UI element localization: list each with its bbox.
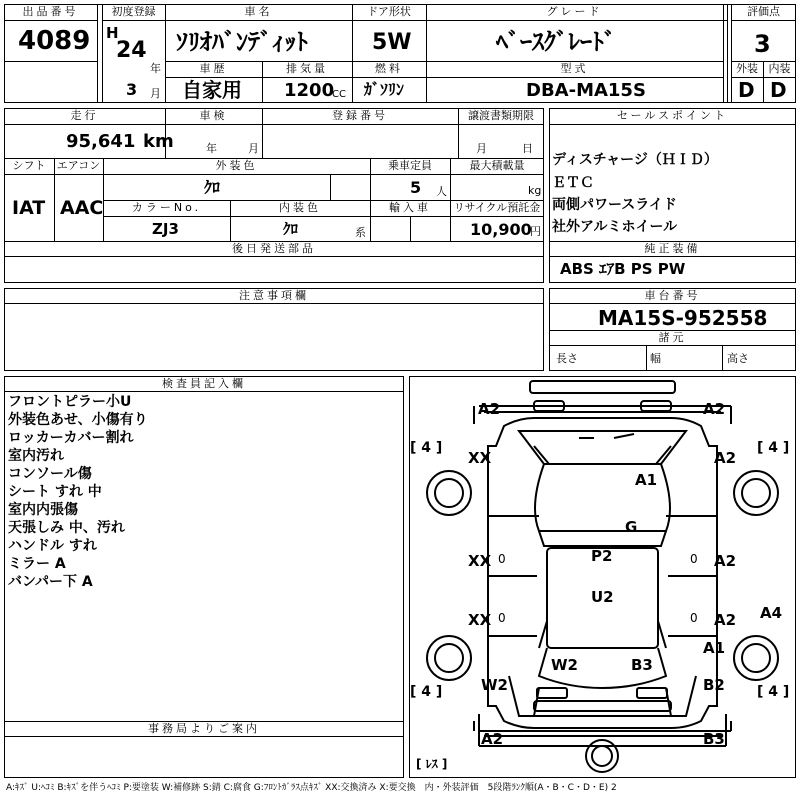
lot-number: 4089 [18,26,91,56]
capacity-label: 乗車定員 [388,159,432,172]
mark-fender-right: A2 [714,449,737,467]
inspector-line: フロントピラー小U [8,394,132,410]
ext-grade: D [738,78,755,102]
car-name-label: 車名 [244,5,273,18]
office-label: 事務局よりご案内 [148,722,260,735]
load-unit: kg [528,184,542,197]
inspector-line: ミラー A [8,556,66,572]
inspector-notes [8,393,148,591]
mark-rear-trunk: B3 [631,656,653,674]
inspection-label: 車検 [199,109,228,122]
mark-rear-glass: W2 [551,656,578,674]
displacement: 1200 [284,80,335,101]
mark-door-fr: A2 [714,552,737,570]
displacement-label: 排気量 [286,62,328,75]
int-color: ｸﾛ [283,220,299,238]
int-label: 内装 [768,62,791,75]
mark-quarter-right2: A1 [703,639,726,657]
doors: 5W [372,30,412,55]
grade: ﾍﾞｰｽｸﾞﾚｰﾄﾞ [496,28,616,56]
mark-fender-left: XX [468,449,492,467]
tire-rear-right: [ 4 ] [757,684,790,700]
fuel: ｶﾞｿﾘﾝ [364,80,405,99]
mark-door-rr: A2 [714,611,737,629]
mark-rear-left: W2 [481,676,508,694]
inspector-line: 室内内張傷 [8,502,78,518]
equipment-label: 純正装備 [644,242,701,255]
transfer-month-unit: 月 [476,142,487,155]
mark-door-rl: XX [468,611,492,629]
capacity-unit: 人 [436,185,447,198]
sales-item: 社外アルミホイール [552,219,678,235]
fuel-label: 燃料 [375,62,403,75]
car-name: ｿﾘｵﾊﾞﾝﾃﾞｨｯﾄ [176,28,308,56]
mark-glass: G [625,518,638,536]
chassis-label: 車台番号 [644,289,701,302]
model-label: 型式 [560,62,589,75]
score: 3 [754,30,771,58]
rear-parts-label: 後日発送部品 [232,242,316,255]
doors-label: ドア形状 [367,5,411,18]
inspection-month-unit: 月 [248,142,259,155]
inspector-line: 室内汚れ [8,448,64,464]
color: ｸﾛ [204,178,221,197]
int-grade: D [770,78,787,102]
tire-rear-left: [ 4 ] [410,684,443,700]
shift: IAT [12,197,46,219]
displacement-unit: CC [332,89,346,100]
transfer-day-unit: 日 [522,142,533,155]
inspector-line: 天張しみ 中、汚れ [8,520,125,536]
history: 自家用 [182,78,242,102]
sales-item: ＥＴＣ [552,175,594,191]
inspector-label: 検査員記入欄 [162,377,246,390]
mark-roof: P2 [591,547,613,565]
transfer-label: 譲渡書類期限 [468,109,534,122]
import-label: 輸入車 [389,201,431,214]
tire-front-right: [ 4 ] [757,440,790,456]
width-label: 幅 [650,352,661,365]
inspector-line: バンパー下 A [8,574,93,590]
mark-roof-rear: U2 [591,588,614,606]
mark-front-right: A2 [703,400,726,418]
mark-bumper-rear-right: B3 [703,730,725,748]
history-label: 車歴 [199,62,228,75]
legend: A:ｷｽﾞ U:ﾍｺﾐ B:ｷｽﾞを伴うﾍｺﾐ P:要塗装 W:補修跡 S:錆 C:腐食 G:ﾌﾛﾝﾄｶﾞﾗｽ点ｷｽﾞ XX:交換済み X:要交換 内・外装評価 5段階ﾗﾝｸ順(A・B・C・D・E) 2 [6,783,617,793]
mileage: 95,641 [66,131,136,152]
mark-front-left: A2 [478,400,501,418]
int-color-label: 内装色 [279,201,321,214]
grade-label: グレード [546,5,603,18]
sales-item: ディスチャージ（ＨＩＤ） [552,152,718,168]
mark-quarter-right: A4 [760,604,783,622]
mileage-label: 走行 [70,109,99,122]
ac-label: エアコン [56,159,101,172]
chassis-number: MA15S-952558 [598,306,768,330]
notes-label: 注意事項欄 [239,289,309,302]
tire-front-left: [ 4 ] [410,440,443,456]
sales-item: 両側パワースライド [552,197,677,213]
inspector-line: ロッカーカバー割れ [8,430,134,446]
recycle-label: リサイクル預託金 [453,201,541,214]
model: DBA-MA15S [526,80,646,101]
inspection-year-unit: 年 [206,142,217,155]
month-unit: 月 [150,87,161,100]
era: H [106,24,119,42]
color-no: ZJ3 [152,220,179,238]
mileage-unit: km [143,131,174,152]
reg-no-label: 登録番号 [332,109,388,122]
score-label: 評価点 [747,5,780,18]
mark-pillar-l2: 0 [498,611,506,625]
height-label: 高さ [727,352,749,365]
mark-hood: A1 [635,471,658,489]
inspector-line: コンソール傷 [8,466,92,482]
int-color-unit: 系 [355,226,366,239]
color-label: 外装色 [215,159,258,172]
recycle-unit: 円 [530,225,541,238]
length-label: 長さ [556,352,578,365]
car-diagram [409,376,796,778]
ext-label: 外装 [736,62,758,75]
ac: AAC [60,197,104,219]
capacity: 5 [410,178,422,197]
mark-pillar-l1: 0 [498,552,506,566]
dims-label: 諸元 [658,331,687,344]
reg-month: 3 [126,80,138,99]
color-no-label: カラーNo. [131,201,202,214]
inspector-line: 外装色あせ、小傷有り [8,412,148,428]
mark-pillar-r2: 0 [690,611,698,625]
lot-label: 出品番号 [22,5,79,18]
recycle: 10,900 [470,220,532,239]
mark-rear-right: B2 [703,676,725,694]
sales-label: セールスポイント [616,109,728,122]
shift-label: シフト [12,159,46,172]
spare-tire: [ ﾚｽ ] [416,757,448,771]
equipment: ABS ｴｱB PS PW [560,260,686,278]
mark-pillar-r1: 0 [690,552,698,566]
reg-year: 24 [116,38,147,63]
mark-door-fl: XX [468,552,492,570]
load-label: 最大積載量 [469,159,525,172]
mark-bumper-rear-left: A2 [481,730,504,748]
inspector-line: ハンドル すれ [8,538,97,554]
year-unit: 年 [150,62,161,75]
first-reg-label: 初度登録 [111,5,156,18]
inspector-line: シート すれ 中 [8,484,102,500]
